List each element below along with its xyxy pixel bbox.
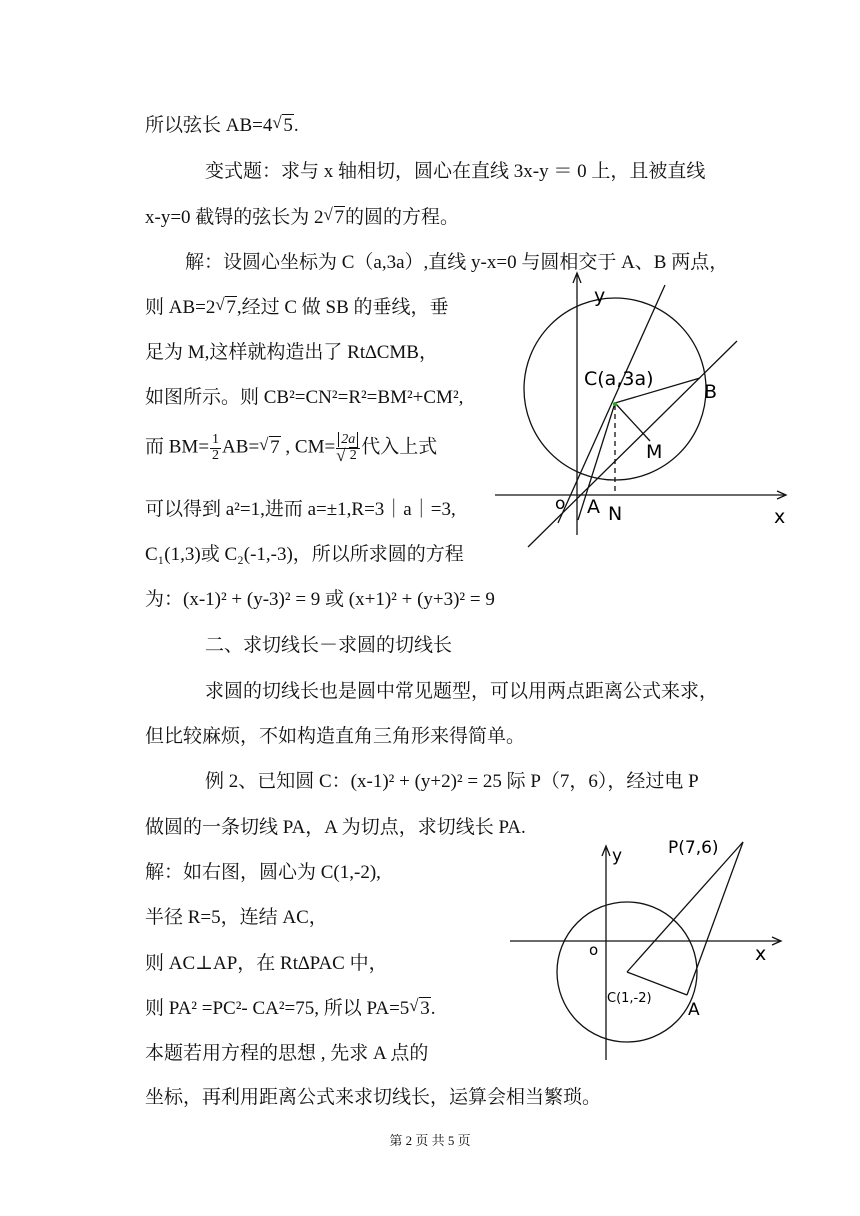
- label-o: o: [555, 494, 566, 514]
- text-line-14: 但比较麻烦，不如构造直角三角形来得简单。: [145, 726, 526, 747]
- segment-pa: [687, 842, 743, 995]
- section-heading: 二、求切线长－求圆的切线长: [205, 635, 453, 656]
- line-through-origin: [558, 285, 665, 523]
- text-line-21: 本题若用方程的思想 , 先求 A 点的: [145, 1043, 429, 1064]
- sqrt-7: √ 7: [324, 208, 346, 227]
- text-line-8: 而 BM= $\frac{1}{2}$ AB=√ 7 , CM= 2a √ 2 代入上式: [145, 433, 437, 463]
- text-line-9: 可以得到 a²=1,进而 a=±1,R=3｜a｜=3,: [145, 499, 456, 520]
- text-line-2: 变式题：求与 x 轴相切，圆心在直线 3x-y ＝ 0 上，且被直线: [205, 161, 706, 182]
- label-a: A: [688, 1000, 700, 1020]
- label-o: o: [589, 941, 599, 959]
- label-y: y: [594, 285, 606, 307]
- fraction-cm: 2a √ 2: [336, 433, 360, 463]
- text-line-18: 半径 R=5，连结 AC，: [145, 907, 328, 928]
- text-line-5: 则 AB=2√ 7,经过 C 做 SB 的垂线，垂: [145, 298, 449, 317]
- label-x: x: [755, 943, 767, 965]
- text-line-3: x-y=0 截锝的弦长为 2√ 7的圆的方程。: [145, 208, 459, 227]
- sqrt-7: √ 7: [215, 298, 237, 317]
- label-n: N: [608, 503, 623, 525]
- figure-tangent: [505, 830, 795, 1065]
- text: 所以弦长 AB=4: [145, 115, 273, 136]
- text-line-16: 做圆的一条切线 PA，A 为切点，求切线长 PA.: [145, 817, 526, 838]
- text-line-15: 例 2、已知圆 C：(x-1)² + (y+2)² = 25 际 P（7，6），经过电 P: [205, 771, 699, 792]
- label-p: P(7,6): [668, 838, 719, 858]
- text-line-1: 所以弦长 AB=4√ 5.: [145, 116, 299, 135]
- sqrt-5: √ 5: [272, 116, 294, 135]
- text-line-19: 则 AC⊥AP，在 Rt∆PAC 中，: [145, 953, 388, 974]
- label-x: x: [774, 506, 786, 528]
- figure-circle-chord: [490, 265, 800, 550]
- text-line-7: 如图所示。则 CB²=CN²=R²=BM²+CM²,: [145, 387, 464, 408]
- label-a: A: [587, 496, 600, 518]
- text-line-20: 则 PA² =PC²- CA²=75, 所以 PA=5√ 3.: [145, 999, 436, 1018]
- text-line-10: C₁(1,3)或 C₂(-1,-3)，所以所求圆的方程: [145, 544, 464, 565]
- point-c: [613, 402, 617, 406]
- segment-cm: [615, 403, 650, 441]
- text-line-13: 求圆的切线长也是圆中常见题型，可以用两点距离公式来求，: [205, 681, 719, 702]
- text-line-6: 足为 M,这样就构造出了 Rt∆CMB，: [145, 342, 438, 363]
- page-footer: 第 2 页 共 5 页: [389, 1133, 471, 1148]
- text-line-11: 为：(x-1)² + (y-3)² = 9 或 (x+1)² + (y+3)² = 9: [145, 589, 495, 610]
- text-line-4: 解：设圆心坐标为 C（a,3a）,直线 y-x=0 与圆相交于 A、B 两点，: [185, 252, 729, 273]
- label-y: y: [612, 846, 623, 866]
- segment-cp: [627, 842, 743, 972]
- sqrt-7: √ 7: [259, 438, 281, 457]
- text-line-17: 解：如右图，圆心为 C(1,-2),: [145, 862, 381, 883]
- label-c: C(1,-2): [607, 991, 652, 1006]
- sqrt-3: √ 3: [409, 999, 431, 1018]
- text-line-22: 坐标，再利用距离公式来求切线长，运算会相当繁琐。: [145, 1087, 602, 1108]
- label-c: C(a,3a): [584, 368, 654, 390]
- label-b: B: [704, 381, 718, 403]
- label-m: M: [646, 441, 663, 463]
- fraction-one-half: $\frac{1}{2}$: [212, 432, 220, 463]
